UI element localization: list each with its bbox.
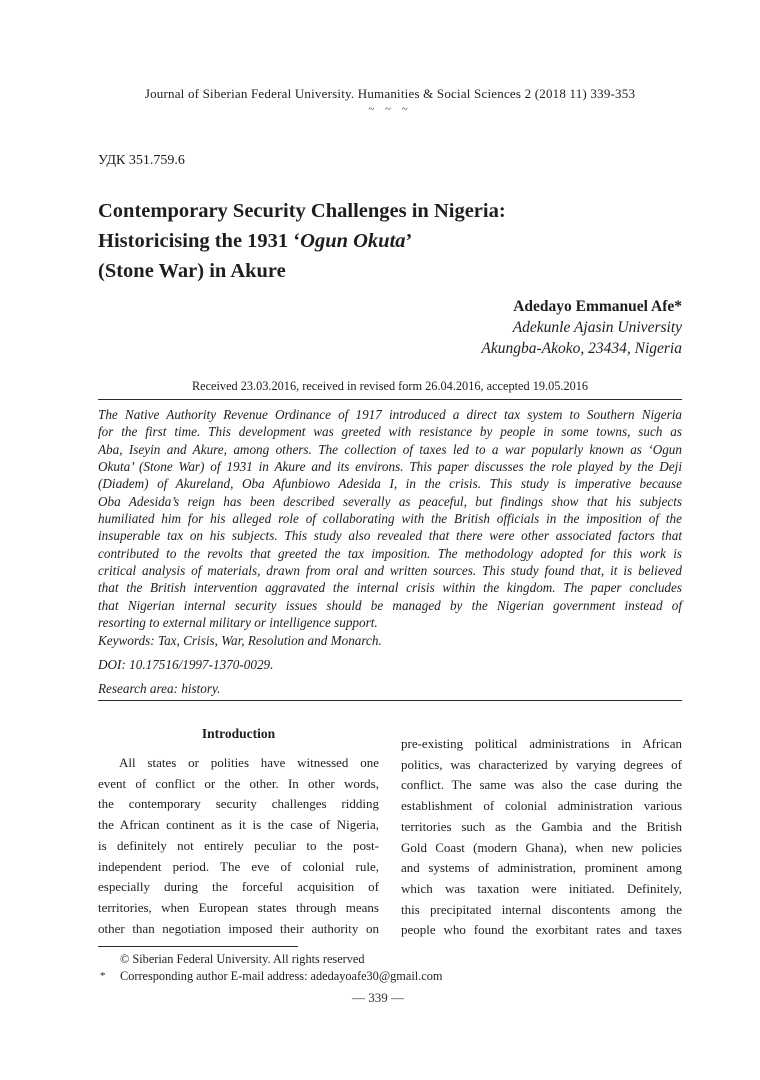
abstract-bottom-rule	[98, 700, 682, 701]
text-line: Aba, Iseyin and Akure, among others. The collection of taxes led to a war popularly known as ‘Ogun	[98, 441, 682, 457]
text-line: that Nigerian internal security issues should be managed by the Nigerian government instead of	[98, 597, 682, 613]
text-line: event of conflict or the other. In other words,	[98, 775, 379, 791]
page-number: — 339 —	[352, 990, 404, 1005]
text-line: the contemporary security challenges ridding	[98, 796, 379, 812]
keywords-line: Keywords: Tax, Crisis, War, Resolution and Monarch.	[98, 633, 382, 648]
text-line: and systems of administration, prominent among	[401, 860, 682, 876]
text-line: establishment of colonial administration various	[401, 798, 682, 814]
text-line: politics, was characterized by varying degrees of	[401, 756, 682, 772]
text-line: (Diadem) of Akureland, Oba Afunbiowo Adesida I, in the crisis. This study is imperative because	[98, 476, 682, 492]
title-line2-prefix: Historicising the 1931 ‘	[98, 230, 301, 252]
text-line: which was taxation were initiated. Definitely,	[401, 880, 682, 896]
text-line: especially during the forceful acquisition of	[98, 879, 379, 895]
text-line: humiliated him for his alleged role of collaborating with the British officials in the imposition of the	[98, 511, 682, 527]
abstract-text	[98, 406, 682, 631]
right-column-paragraph	[401, 734, 682, 941]
author-block	[98, 296, 682, 359]
text-line: contributed to the revolts that greeted the tax imposition. The methodology adopted for this work is	[98, 545, 682, 561]
article-title-line2	[98, 226, 682, 256]
article-title-line1: Contemporary Security Challenges in Nigeria:	[98, 200, 506, 222]
text-line: Gold Coast (modern Ghana), when new policies	[401, 839, 682, 855]
body-columns	[98, 722, 682, 941]
text-line: territories, when European states through means	[98, 899, 379, 915]
doi-line: DOI: 10.17516/1997-1370-0029.	[98, 657, 274, 672]
footnote-rule	[98, 946, 298, 947]
body-column-left	[98, 722, 379, 941]
text-line: All states or polities have witnessed one	[119, 755, 379, 770]
journal-header: Journal of Siberian Federal University. Humanities & Social Sciences 2 (2018 11) 339-353	[144, 86, 636, 101]
asterisk-marker: *	[100, 969, 106, 982]
title-line2-suffix: ’	[405, 230, 413, 252]
text-line: for the first time. This development was greeted with resistance by people in some towns, such as	[98, 424, 682, 440]
tilde-separator: ~ ~ ~	[368, 103, 412, 115]
text-line: people who found the exorbitant rates and taxes	[401, 922, 682, 938]
corresponding-author-email: Corresponding author E-mail address: adedayoafe30@gmail.com	[120, 968, 443, 983]
corresponding-author-footnote	[98, 968, 682, 985]
text-line: Okuta’ (Stone War) of 1931 in Akure and its environs. This paper discusses the role played by the Deji	[98, 459, 682, 475]
text-line: is definitely not entirely peculiar to the post-	[98, 837, 379, 853]
text-line: critical analysis of materials, drawn from oral and written sources. This study found that, it is believed	[98, 563, 682, 579]
page-content	[98, 0, 682, 1080]
text-line: Oba Adesida’s reign has been described severally as peaceful, but findings show that his subjects	[98, 493, 682, 509]
text-line: this precipitated internal discontents among the	[401, 901, 682, 917]
article-title-line3: (Stone War) in Akure	[98, 260, 286, 282]
text-line: independent period. The eve of colonial rule,	[98, 858, 379, 874]
author-address: Akungba-Akoko, 23434, Nigeria	[481, 340, 682, 357]
article-title	[98, 196, 682, 286]
abstract-top-rule	[98, 399, 682, 400]
introduction-heading: Introduction	[201, 726, 276, 741]
research-area-line: Research area: history.	[98, 681, 221, 696]
left-column-paragraph	[98, 753, 379, 939]
author-name: Adedayo Emmanuel Afe*	[513, 298, 682, 315]
text-line: the African continent as it is the case of Nigeria,	[98, 817, 379, 833]
received-dates: Received 23.03.2016, received in revised form 26.04.2016, accepted 19.05.2016	[191, 379, 589, 393]
text-line: territories such as the Gambia and the British	[401, 818, 682, 834]
text-line: conflict. The same was also the case during the	[401, 777, 682, 793]
udc-code: УДК 351.759.6	[98, 153, 185, 168]
text-line: other than negotiation imposed their authority on	[98, 920, 379, 936]
text-line: The Native Authority Revenue Ordinance of 1917 introduced a direct tax system to Southern Nigeria	[98, 407, 682, 422]
copyright-notice: © Siberian Federal University. All rights reserved	[120, 952, 365, 966]
footnotes	[98, 951, 682, 985]
text-line: insuperable tax on his subjects. This study also revealed that there were other associated factors that	[98, 528, 682, 544]
author-affiliation: Adekunle Ajasin University	[512, 319, 682, 336]
text-line: pre-existing political administrations in African	[401, 736, 682, 751]
title-line2-italic: Ogun Okuta	[300, 230, 406, 252]
text-line: resorting to external military or intelligence support.	[98, 615, 378, 631]
body-column-right	[401, 722, 682, 941]
text-line: that the British intervention aggravated the internal crisis within the kingdom. The paper concludes	[98, 580, 682, 596]
